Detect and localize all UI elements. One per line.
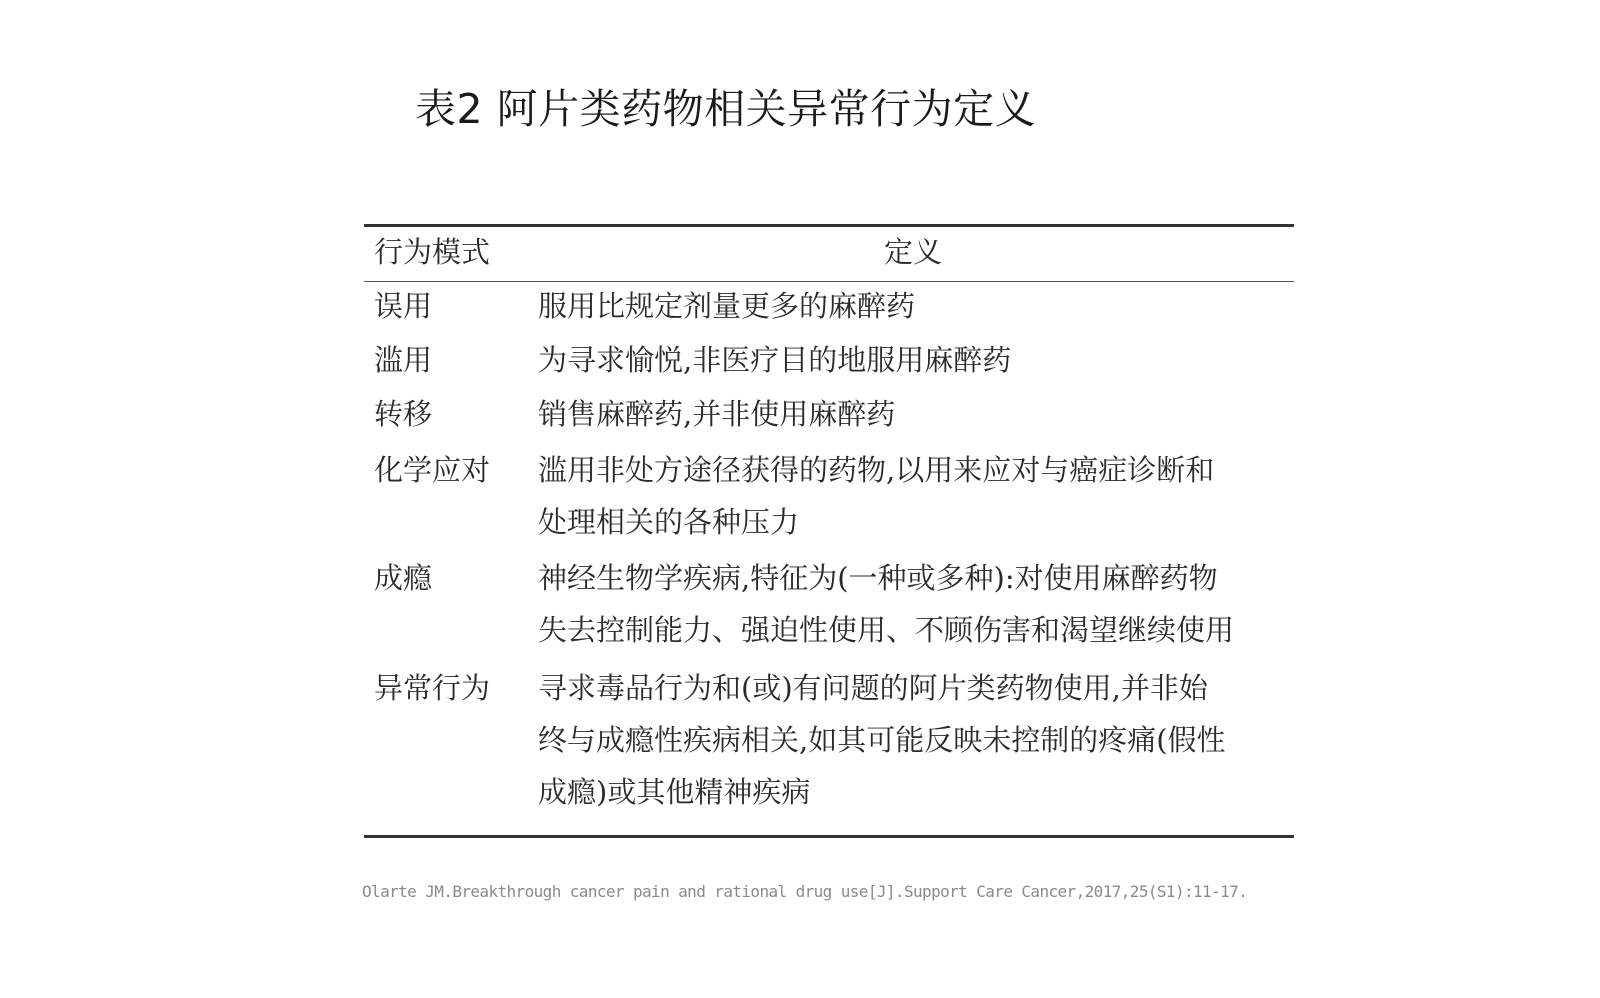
header-mode: 行为模式 bbox=[374, 235, 491, 269]
header-definition: 定义 bbox=[884, 235, 943, 269]
row-mode-aberrant-behavior: 异常行为 bbox=[374, 671, 491, 705]
row-definition-aberrant-behavior bbox=[538, 662, 1298, 818]
definition-line: 为寻求愉悦,非医疗目的地服用麻醉药 bbox=[538, 343, 1012, 377]
definition-line: 神经生物学疾病,特征为(一种或多种):对使用麻醉药物 bbox=[538, 561, 1218, 595]
table-bottom-rule bbox=[364, 835, 1294, 838]
table-top-rule bbox=[364, 224, 1294, 227]
row-definition-misuse bbox=[538, 280, 1298, 332]
definition-line: 处理相关的各种压力 bbox=[538, 505, 800, 539]
definition-line: 成瘾)或其他精神疾病 bbox=[538, 775, 811, 809]
row-mode-misuse: 误用 bbox=[374, 289, 433, 323]
citation: Olarte JM.Breakthrough cancer pain and rational drug use[J].Support Care Cancer,2017,25(S1):11-17. bbox=[362, 882, 1248, 901]
row-definition-chemical-coping bbox=[538, 444, 1298, 548]
table-title: 表2 阿片类药物相关异常行为定义 bbox=[415, 85, 1037, 133]
row-definition-addiction bbox=[538, 552, 1298, 656]
row-definition-diversion bbox=[538, 388, 1298, 440]
definition-line: 滥用非处方途径获得的药物,以用来应对与癌症诊断和 bbox=[538, 453, 1215, 487]
definition-line: 销售麻醉药,并非使用麻醉药 bbox=[538, 397, 896, 431]
row-mode-addiction: 成瘾 bbox=[374, 561, 433, 595]
definition-line: 终与成瘾性疾病相关,如其可能反映未控制的疼痛(假性 bbox=[538, 723, 1226, 757]
row-mode-chemical-coping: 化学应对 bbox=[374, 453, 491, 487]
definition-line: 失去控制能力、强迫性使用、不顾伤害和渴望继续使用 bbox=[538, 613, 1235, 647]
row-mode-abuse: 滥用 bbox=[374, 343, 433, 377]
row-definition-abuse bbox=[538, 334, 1298, 386]
row-mode-diversion: 转移 bbox=[374, 397, 433, 431]
definition-line: 寻求毒品行为和(或)有问题的阿片类药物使用,并非始 bbox=[538, 671, 1208, 705]
definition-line: 服用比规定剂量更多的麻醉药 bbox=[538, 289, 916, 323]
